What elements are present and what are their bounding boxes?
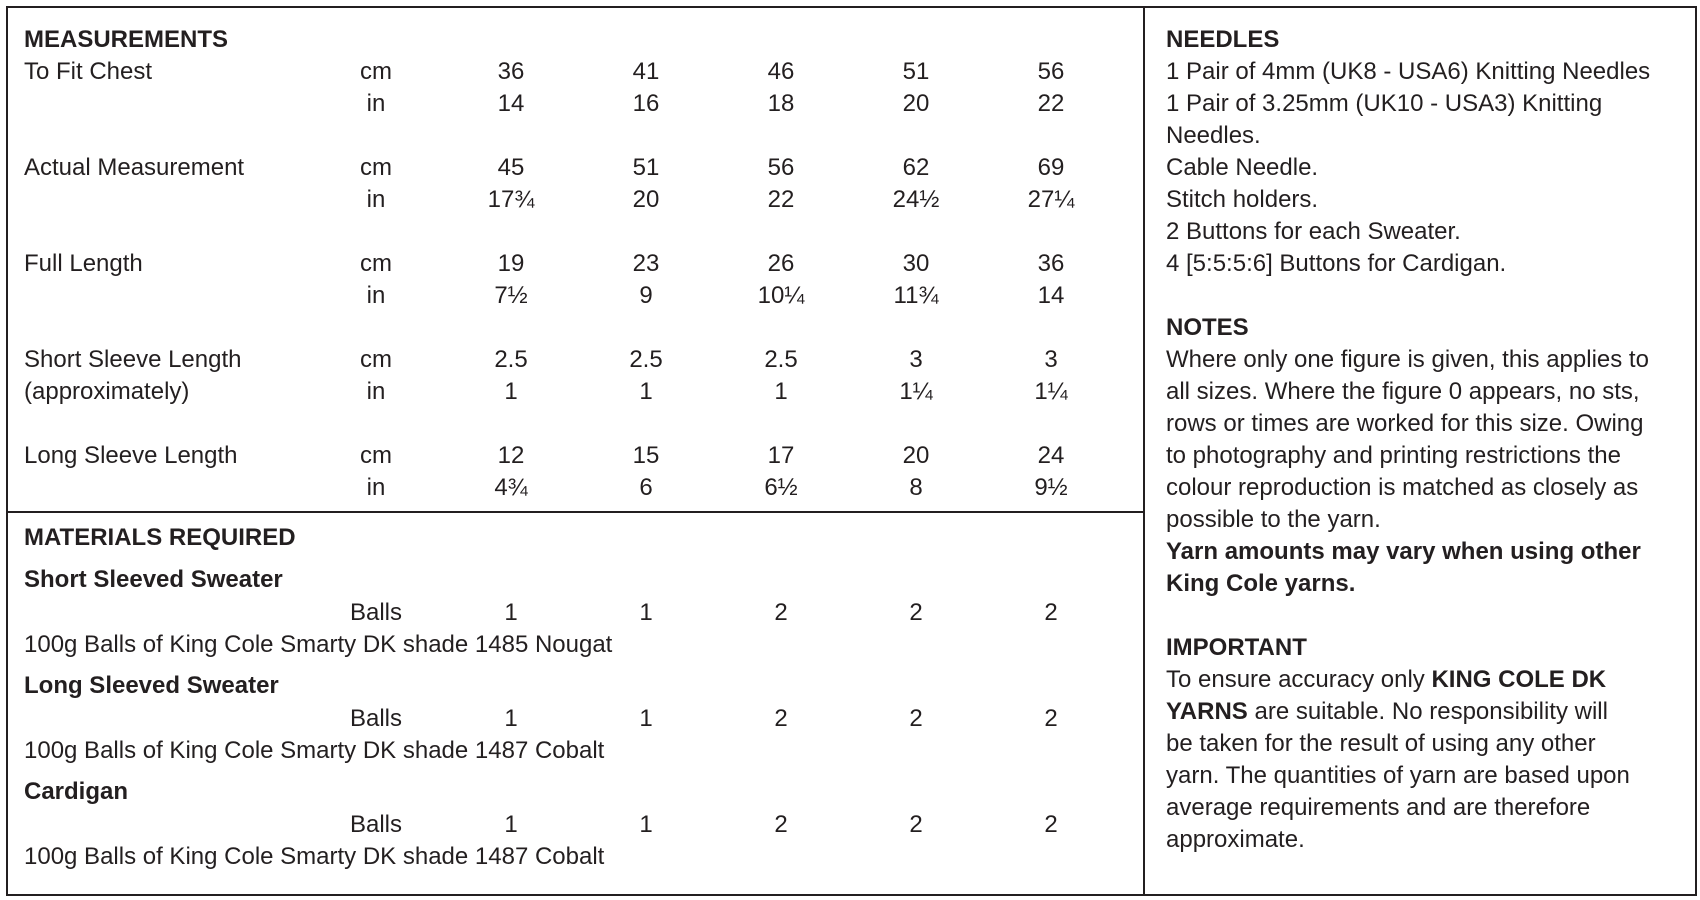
- important-text: To ensure accuracy only: [1166, 666, 1432, 693]
- needles-line: 1 Pair of 3.25mm (UK10 - USA3) Knitting: [1166, 90, 1603, 117]
- value-cell: 14: [1037, 282, 1065, 309]
- row-sublabel: (approximately): [24, 378, 190, 405]
- value-cell: 24½: [892, 186, 940, 213]
- balls-label: Balls: [349, 811, 403, 838]
- notes-line: possible to the yarn.: [1166, 506, 1381, 533]
- value-cell: 6: [639, 474, 653, 501]
- important-brand: KING COLE DK: [1431, 666, 1607, 693]
- balls-cell: 2: [909, 705, 923, 732]
- value-cell: 6½: [764, 474, 798, 501]
- value-cell: 1: [639, 378, 653, 405]
- value-cell: 69: [1037, 154, 1065, 181]
- unit-in: in: [366, 186, 386, 213]
- important-heading: IMPORTANT: [1166, 634, 1307, 661]
- unit-in: in: [366, 378, 386, 405]
- yarn-description: 100g Balls of King Cole Smarty DK shade 1487 Cobalt: [24, 737, 605, 764]
- value-cell: 17¾: [487, 186, 535, 213]
- important-line: [1166, 696, 1686, 728]
- section-divider: [6, 511, 1145, 513]
- value-cell: 11¾: [893, 282, 939, 309]
- value-cell: 4¾: [494, 474, 528, 501]
- balls-cell: 2: [774, 599, 788, 626]
- unit-cm: cm: [360, 154, 392, 181]
- row-label: Actual Measurement: [24, 154, 245, 181]
- value-cell: 9: [639, 282, 653, 309]
- value-cell: 8: [909, 474, 923, 501]
- notes-heading: NOTES: [1166, 314, 1249, 341]
- value-cell: 36: [497, 58, 525, 85]
- value-cell: 10¼: [757, 282, 805, 309]
- unit-cm: cm: [360, 58, 392, 85]
- value-cell: 30: [902, 250, 930, 277]
- balls-cell: 2: [1044, 705, 1058, 732]
- value-cell: 16: [632, 90, 660, 117]
- value-cell: 22: [1037, 90, 1065, 117]
- important-line: average requirements and are therefore: [1166, 794, 1591, 821]
- notes-line: Where only one figure is given, this applies to: [1166, 346, 1649, 373]
- notes-line: rows or times are worked for this size. Owing: [1166, 410, 1644, 437]
- row-label: To Fit Chest: [24, 58, 153, 85]
- value-cell: 45: [497, 154, 525, 181]
- notes-warning-line: King Cole yarns.: [1166, 570, 1356, 597]
- needles-line: Stitch holders.: [1166, 186, 1319, 213]
- value-cell: 15: [632, 442, 660, 469]
- value-cell: 51: [902, 58, 930, 85]
- material-title: Cardigan: [24, 778, 129, 805]
- value-cell: 24: [1037, 442, 1065, 469]
- balls-cell: 1: [639, 811, 653, 838]
- balls-cell: 1: [504, 705, 518, 732]
- balls-cell: 2: [909, 811, 923, 838]
- value-cell: 7½: [494, 282, 528, 309]
- value-cell: 20: [632, 186, 660, 213]
- balls-cell: 2: [774, 705, 788, 732]
- needles-line: 1 Pair of 4mm (UK8 - USA6) Knitting Needles: [1166, 58, 1651, 85]
- notes-section: [1166, 312, 1686, 600]
- important-line: [1166, 664, 1686, 696]
- balls-cell: 1: [504, 599, 518, 626]
- measurements-heading: MEASUREMENTS: [24, 26, 229, 53]
- material-title: Long Sleeved Sweater: [24, 672, 279, 699]
- needles-section: [1166, 24, 1686, 280]
- value-cell: 20: [902, 442, 930, 469]
- important-line: approximate.: [1166, 826, 1305, 853]
- value-cell: 56: [767, 154, 795, 181]
- value-cell: 1¼: [899, 378, 933, 405]
- value-cell: 23: [632, 250, 660, 277]
- needles-line: 4 [5:5:5:6] Buttons for Cardigan.: [1166, 250, 1507, 277]
- value-cell: 19: [497, 250, 525, 277]
- yarn-description: 100g Balls of King Cole Smarty DK shade 1487 Cobalt: [24, 843, 605, 870]
- value-cell: 26: [767, 250, 795, 277]
- value-cell: 41: [632, 58, 660, 85]
- balls-cell: 1: [639, 599, 653, 626]
- yarn-description: 100g Balls of King Cole Smarty DK shade 1485 Nougat: [24, 631, 613, 658]
- column-divider: [1143, 6, 1145, 896]
- row-label: Short Sleeve Length: [24, 346, 242, 373]
- value-cell: 27¼: [1027, 186, 1075, 213]
- materials-heading: MATERIALS REQUIRED: [24, 524, 296, 551]
- value-cell: 18: [767, 90, 795, 117]
- value-cell: 14: [497, 90, 525, 117]
- balls-label: Balls: [349, 599, 403, 626]
- value-cell: 1: [774, 378, 788, 405]
- balls-cell: 1: [504, 811, 518, 838]
- value-cell: 3: [909, 346, 923, 373]
- value-cell: 62: [902, 154, 930, 181]
- row-label: Long Sleeve Length: [24, 442, 238, 469]
- unit-in: in: [366, 282, 386, 309]
- value-cell: 1¼: [1034, 378, 1068, 405]
- unit-in: in: [366, 90, 386, 117]
- unit-cm: cm: [360, 250, 392, 277]
- value-cell: 46: [767, 58, 795, 85]
- unit-cm: cm: [360, 442, 392, 469]
- needles-line: 2 Buttons for each Sweater.: [1166, 218, 1461, 245]
- notes-line: colour reproduction is matched as closely as: [1166, 474, 1639, 501]
- important-line: yarn. The quantities of yarn are based upon: [1166, 762, 1630, 789]
- value-cell: 12: [497, 442, 525, 469]
- balls-cell: 2: [909, 599, 923, 626]
- needles-heading: NEEDLES: [1166, 26, 1280, 53]
- important-text: are suitable. No responsibility will: [1247, 698, 1608, 725]
- important-line: be taken for the result of using any other: [1166, 730, 1596, 757]
- unit-in: in: [366, 474, 386, 501]
- material-title: Short Sleeved Sweater: [24, 566, 283, 593]
- value-cell: 56: [1037, 58, 1065, 85]
- value-cell: 17: [767, 442, 795, 469]
- unit-cm: cm: [360, 346, 392, 373]
- value-cell: 51: [632, 154, 660, 181]
- balls-cell: 2: [1044, 811, 1058, 838]
- balls-cell: 2: [774, 811, 788, 838]
- notes-line: all sizes. Where the figure 0 appears, no sts,: [1166, 378, 1640, 405]
- value-cell: 36: [1037, 250, 1065, 277]
- balls-label: Balls: [349, 705, 403, 732]
- value-cell: 3: [1044, 346, 1058, 373]
- value-cell: 20: [902, 90, 930, 117]
- important-brand: YARNS: [1166, 698, 1248, 725]
- notes-line: to photography and printing restrictions the: [1166, 442, 1621, 469]
- balls-cell: 1: [639, 705, 653, 732]
- value-cell: 2.5: [764, 346, 798, 373]
- value-cell: 2.5: [494, 346, 528, 373]
- needles-line: Cable Needle.: [1166, 154, 1319, 181]
- value-cell: 1: [504, 378, 518, 405]
- balls-cell: 2: [1044, 599, 1058, 626]
- needles-line: Needles.: [1166, 122, 1261, 149]
- value-cell: 22: [767, 186, 795, 213]
- value-cell: 9½: [1034, 474, 1068, 501]
- notes-warning-line: Yarn amounts may vary when using other: [1166, 538, 1641, 565]
- row-label: Full Length: [24, 250, 143, 277]
- important-section: [1166, 632, 1686, 856]
- value-cell: 2.5: [629, 346, 663, 373]
